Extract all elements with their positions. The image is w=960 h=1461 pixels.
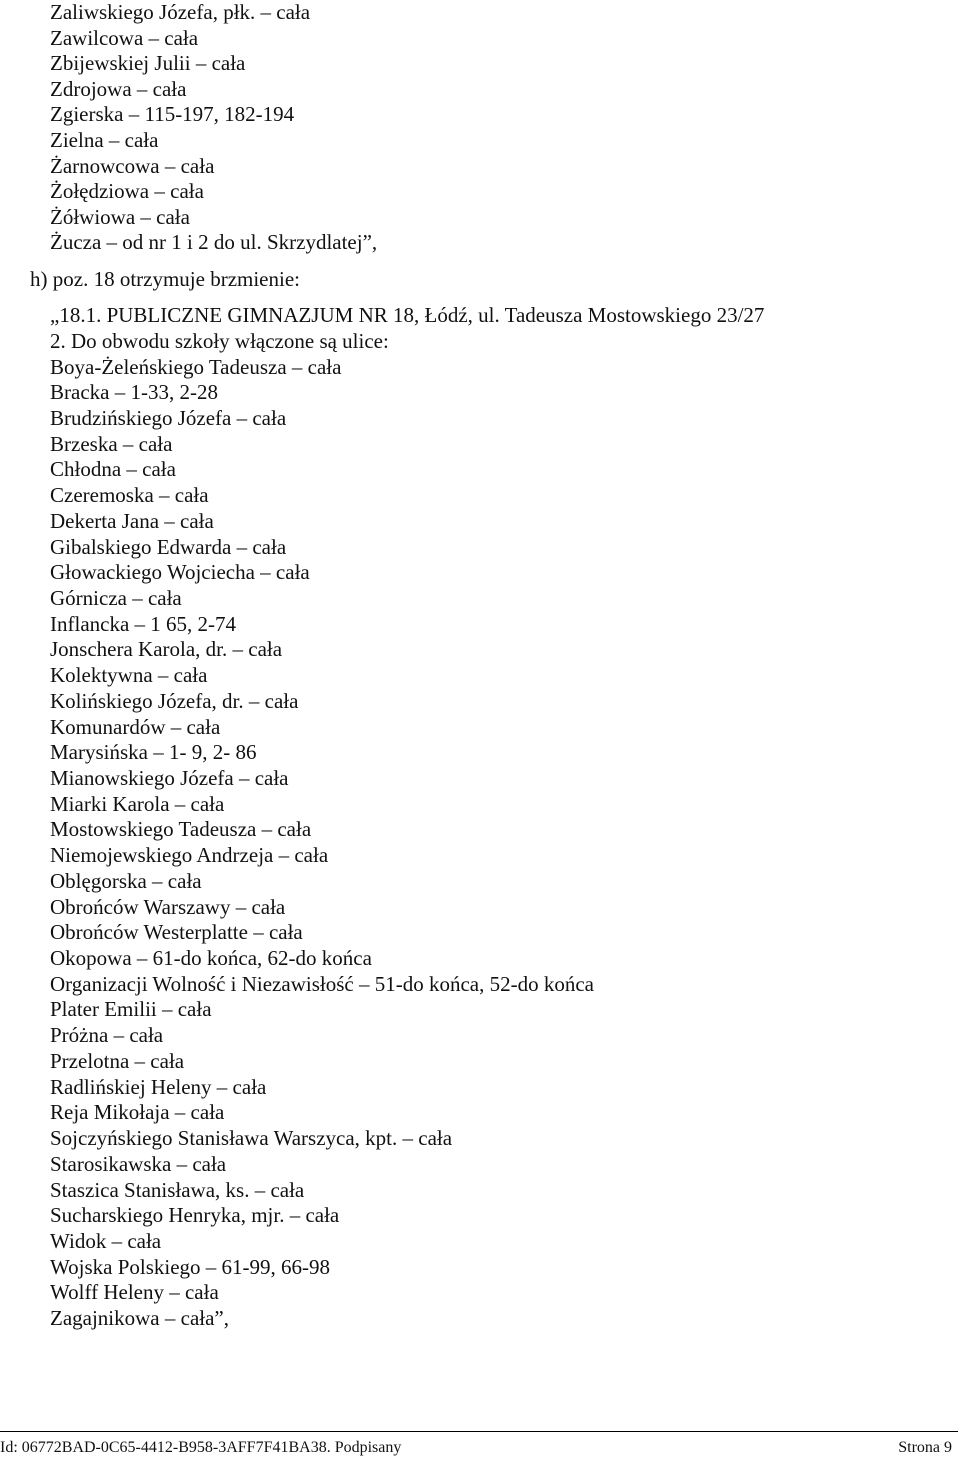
street-line: Żółwiowa – cała (50, 204, 190, 229)
street-line: Obrońców Westerplatte – cała (50, 920, 303, 945)
footer-document-id: Id: 06772BAD-0C65-4412-B958-3AFF7F41BA38. Podpisany (0, 1439, 402, 1456)
street-line: Zdrojowa – cała (50, 76, 187, 101)
footer-page-number: Strona 9 (898, 1439, 952, 1456)
street-line: Oblęgorska – cała (50, 868, 202, 893)
street-line: Mianowskiego Józefa – cała (50, 766, 289, 790)
street-line: Przelotna – cała (50, 1048, 185, 1073)
street-line: Dekerta Jana – cała (50, 508, 214, 533)
street-line: Kolińskiego Józefa, dr. – cała (50, 688, 299, 713)
street-line: Inflancka – 1 65, 2-74 (50, 611, 237, 636)
street-line: Marysińska – 1- 9, 2- 86 (50, 740, 257, 765)
street-line: Zaliwskiego Józefa, płk. – cała (50, 0, 311, 24)
street-line: Górnicza – cała (50, 585, 182, 610)
street-line: Zagajnikowa – cała”, (50, 1306, 229, 1331)
street-line: Miarki Karola – cała (50, 791, 225, 816)
street-line: Wolff Heleny – cała (50, 1280, 219, 1305)
street-line: Bracka – 1-33, 2-28 (50, 380, 218, 405)
street-line: Staszica Stanisława, ks. – cała (50, 1177, 305, 1202)
street-line: Widok – cała (50, 1228, 162, 1253)
district-intro: 2. Do obwodu szkoły włączone są ulice: (50, 329, 389, 353)
amendment-item: h) poz. 18 otrzymuje brzmienie: (30, 267, 300, 291)
street-line: Gibalskiego Edwarda – cała (50, 534, 287, 559)
street-line: Zielna – cała (50, 127, 159, 152)
street-line: Sojczyńskiego Stanisława Warszyca, kpt. – cała (50, 1126, 453, 1151)
street-line: Obrońców Warszawy – cała (50, 894, 286, 919)
page-footer (0, 1437, 954, 1459)
street-line: Zawilcowa – cała (50, 25, 199, 50)
school-heading: „18.1. PUBLICZNE GIMNAZJUM NR 18, Łódź, ul. Tadeusza Mostowskiego 23/27 (50, 303, 765, 327)
street-line: Brudzińskiego Józefa – cała (50, 405, 287, 430)
street-line: Głowackiego Wojciecha – cała (50, 560, 310, 585)
street-line: Żołędziowa – cała (50, 179, 204, 204)
street-line: Jonschera Karola, dr. – cała (50, 637, 283, 662)
street-line: Komunardów – cała (50, 714, 221, 739)
street-line: Organizacji Wolność i Niezawisłość – 51-do końca, 52-do końca (50, 971, 594, 996)
street-line: Reja Mikołaja – cała (50, 1100, 225, 1125)
street-line: Chłodna – cała (50, 457, 176, 482)
street-line: Mostowskiego Tadeusza – cała (50, 817, 312, 842)
street-line: Wojska Polskiego – 61-99, 66-98 (50, 1254, 331, 1279)
street-line: Radlińskiej Heleny – cała (50, 1074, 267, 1099)
street-line: Sucharskiego Henryka, mjr. – cała (50, 1203, 340, 1228)
street-line: Niemojewskiego Andrzeja – cała (50, 843, 329, 868)
street-line: Zgierska – 115-197, 182-194 (50, 102, 295, 127)
street-line: Żarnowcowa – cała (50, 153, 215, 178)
district-street-list (50, 355, 930, 1332)
street-line: Brzeska – cała (50, 431, 173, 456)
footer-divider (0, 1431, 958, 1432)
street-line: Czeremoska – cała (50, 483, 209, 508)
street-line: Żucza – od nr 1 i 2 do ul. Skrzydlatej”, (50, 230, 378, 255)
street-line: Kolektywna – cała (50, 663, 208, 688)
street-line: Okopowa – 61-do końca, 62-do końca (50, 946, 372, 971)
street-line: Plater Emilii – cała (50, 997, 212, 1022)
street-line: Próżna – cała (50, 1023, 164, 1048)
street-line: Zbijewskiej Julii – cała (50, 51, 246, 76)
street-line: Starosikawska – cała (50, 1151, 227, 1176)
street-line: Boya-Żeleńskiego Tadeusza – cała (50, 354, 342, 379)
continued-street-list (50, 0, 930, 256)
